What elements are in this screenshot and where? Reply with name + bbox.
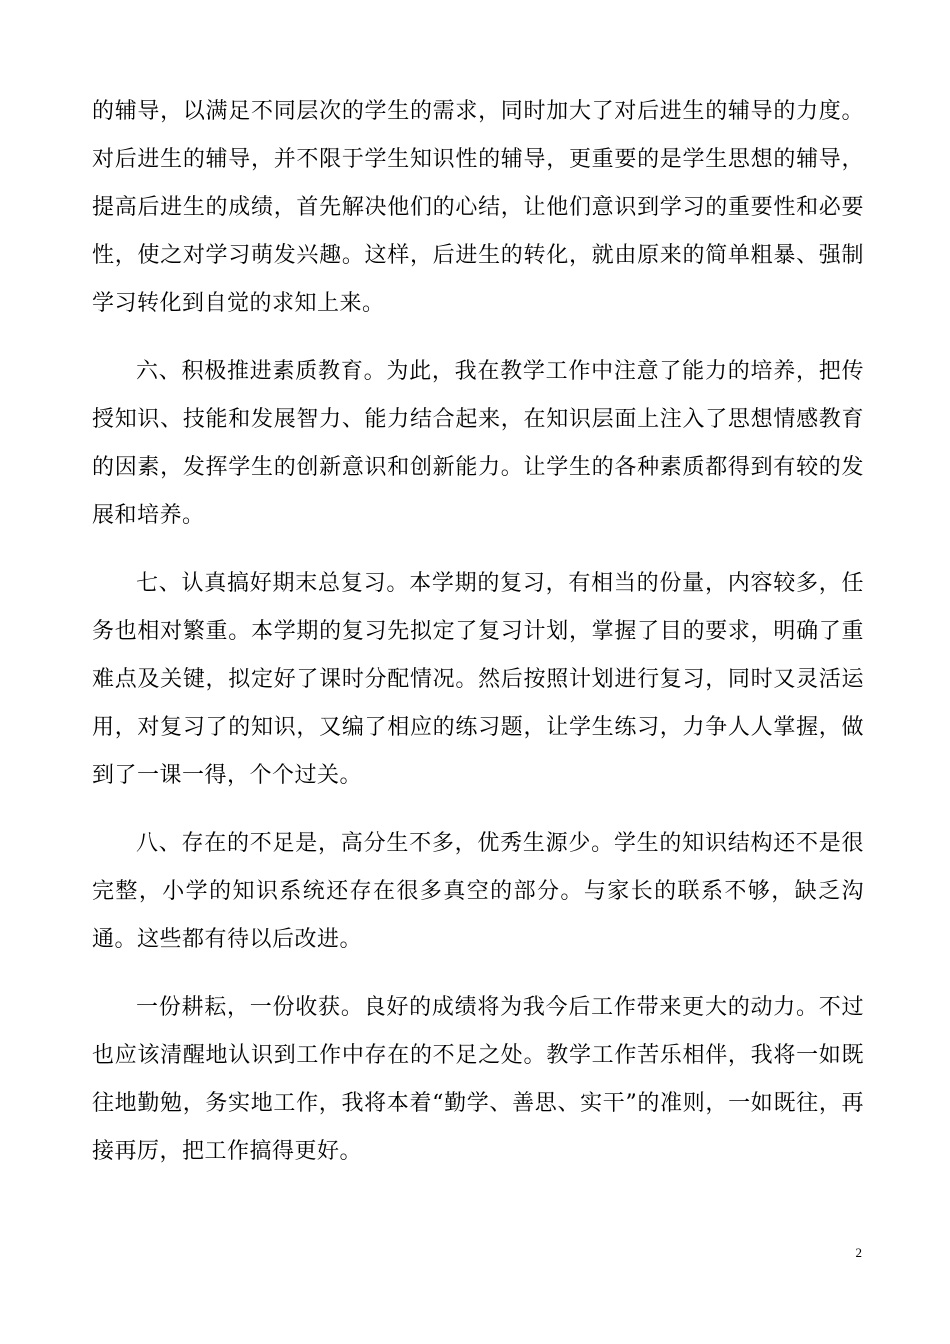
paragraph-continuation: 的辅导，以满足不同层次的学生的需求，同时加大了对后进生的辅导的力度。对后进生的辅导，并不限于学生知识性的辅导，更重要的是学生思想的辅导，提高后进生的成绩，首先解决他们的心结，让他们意识到学习的重要性和必要性，使之对学习萌发兴趣。这样，后进生的转化，就由原来的简单粗暴、强制学习转化到自觉的求知上来。: [92, 99, 864, 316]
paragraph-quality-education: 六、积极推进素质教育。为此，我在教学工作中注意了能力的培养，把传授知识、技能和发展智力、能力结合起来，在知识层面上注入了思想情感教育的因素，发挥学生的创新意识和创新能力。让学生的各种素质都得到有较的发展和培养。: [92, 359, 864, 528]
paragraph-final-review: 七、认真搞好期末总复习。本学期的复习，有相当的份量，内容较多，任务也相对繁重。本学期的复习先拟定了复习计划，掌握了目的要求，明确了重难点及关键，拟定好了课时分配情况。然后按照计划进行复习，同时又灵活运用，对复习了的知识，又编了相应的练习题，让学生练习，力争人人掌握，做到了一课一得，个个过关。: [92, 571, 864, 788]
document-body: [92, 88, 864, 1196]
page-number: 2: [855, 1245, 862, 1260]
paragraph-conclusion: 一份耕耘，一份收获。良好的成绩将为我今后工作带来更大的动力。不过也应该清醒地认识到工作中存在的不足之处。教学工作苦乐相伴，我将一如既往地勤勉，务实地工作，我将本着“勤学、善思、实干”的准则，一如既往，再接再厉，把工作搞得更好。: [92, 995, 864, 1164]
paragraph-shortcomings: 八、存在的不足是，高分生不多，优秀生源少。学生的知识结构还不是很完整，小学的知识系统还存在很多真空的部分。与家长的联系不够，缺乏沟通。这些都有待以后改进。: [92, 831, 864, 952]
